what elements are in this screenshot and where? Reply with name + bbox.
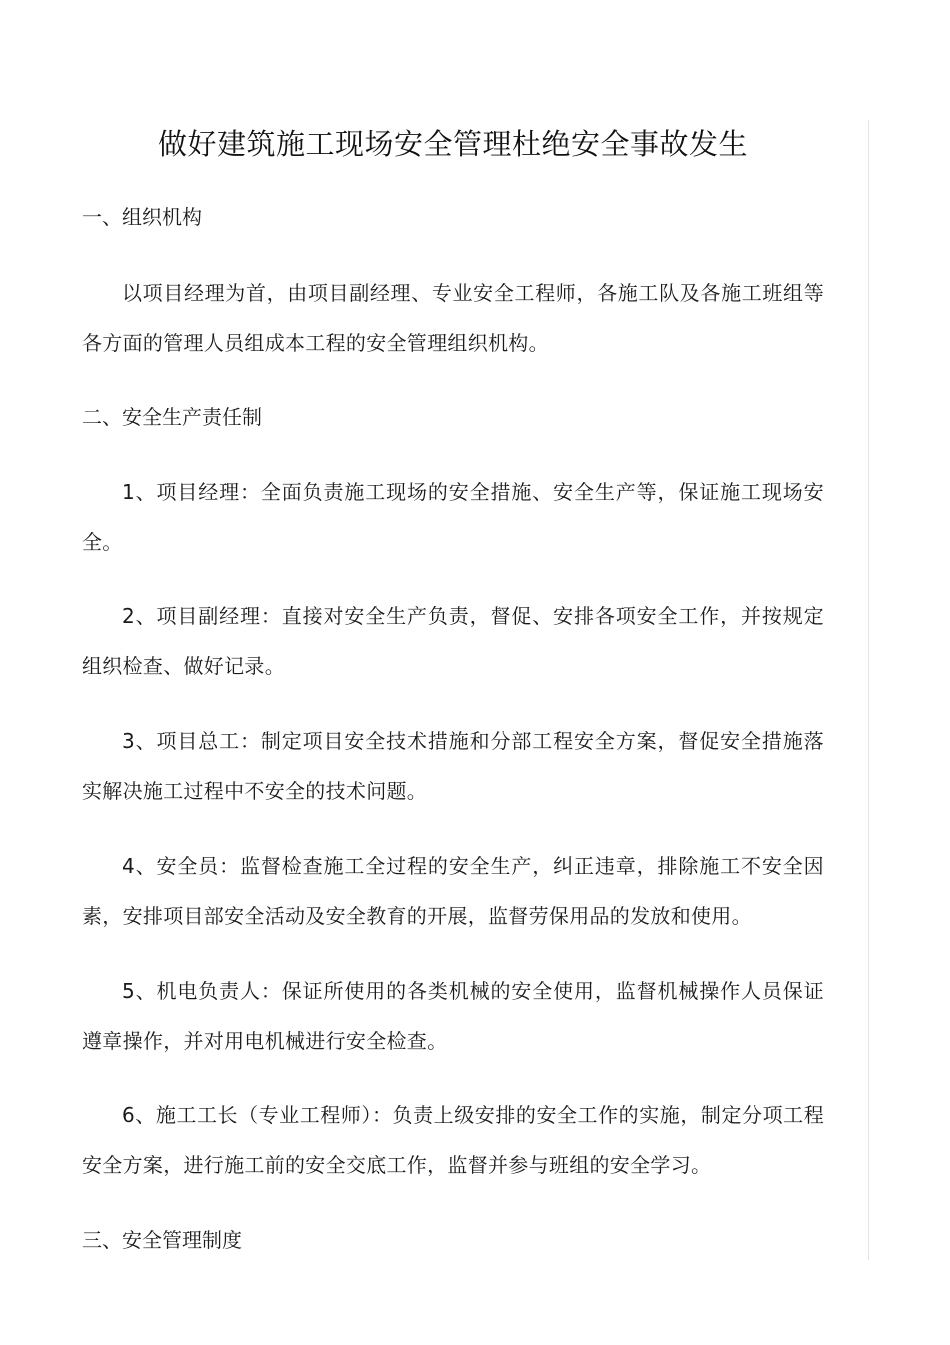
section-heading-management-system: 三、安全管理制度 xyxy=(82,1228,242,1252)
section-heading-responsibility: 二、安全生产责任制 xyxy=(82,405,262,429)
paragraph-project-manager: 1、项目经理：全面负责施工现场的安全措施、安全生产等，保证施工现场安全。 xyxy=(82,480,824,554)
paragraph-deputy-manager: 2、项目副经理：直接对安全生产负责，督促、安排各项安全工作，并按规定组织检查、做好记录。 xyxy=(82,604,824,678)
section-heading-organization: 一、组织机构 xyxy=(82,205,202,229)
paragraph-chief-engineer: 3、项目总工：制定项目安全技术措施和分部工程安全方案，督促安全措施落实解决施工过程中不安全的技术问题。 xyxy=(82,729,824,803)
paragraph-construction-foreman: 6、施工工长（专业工程师）：负责上级安排的安全工作的实施，制定分项工程安全方案，进行施工前的安全交底工作，监督并参与班组的安全学习。 xyxy=(82,1103,824,1177)
paragraph-mechanical-electrical: 5、机电负责人：保证所使用的各类机械的安全使用，监督机械操作人员保证遵章操作，并对用电机械进行安全检查。 xyxy=(82,979,824,1053)
paragraph-organization: 以项目经理为首，由项目副经理、专业安全工程师，各施工队及各施工班组等各方面的管理人员组成本工程的安全管理组织机构。 xyxy=(82,281,824,355)
paragraph-safety-officer: 4、安全员：监督检查施工全过程的安全生产，纠正违章，排除施工不安全因素，安排项目部安全活动及安全教育的开展，监督劳保用品的发放和使用。 xyxy=(82,854,824,928)
document-title: 做好建筑施工现场安全管理杜绝安全事故发生 xyxy=(157,127,748,161)
page-edge-rule xyxy=(868,120,869,1260)
